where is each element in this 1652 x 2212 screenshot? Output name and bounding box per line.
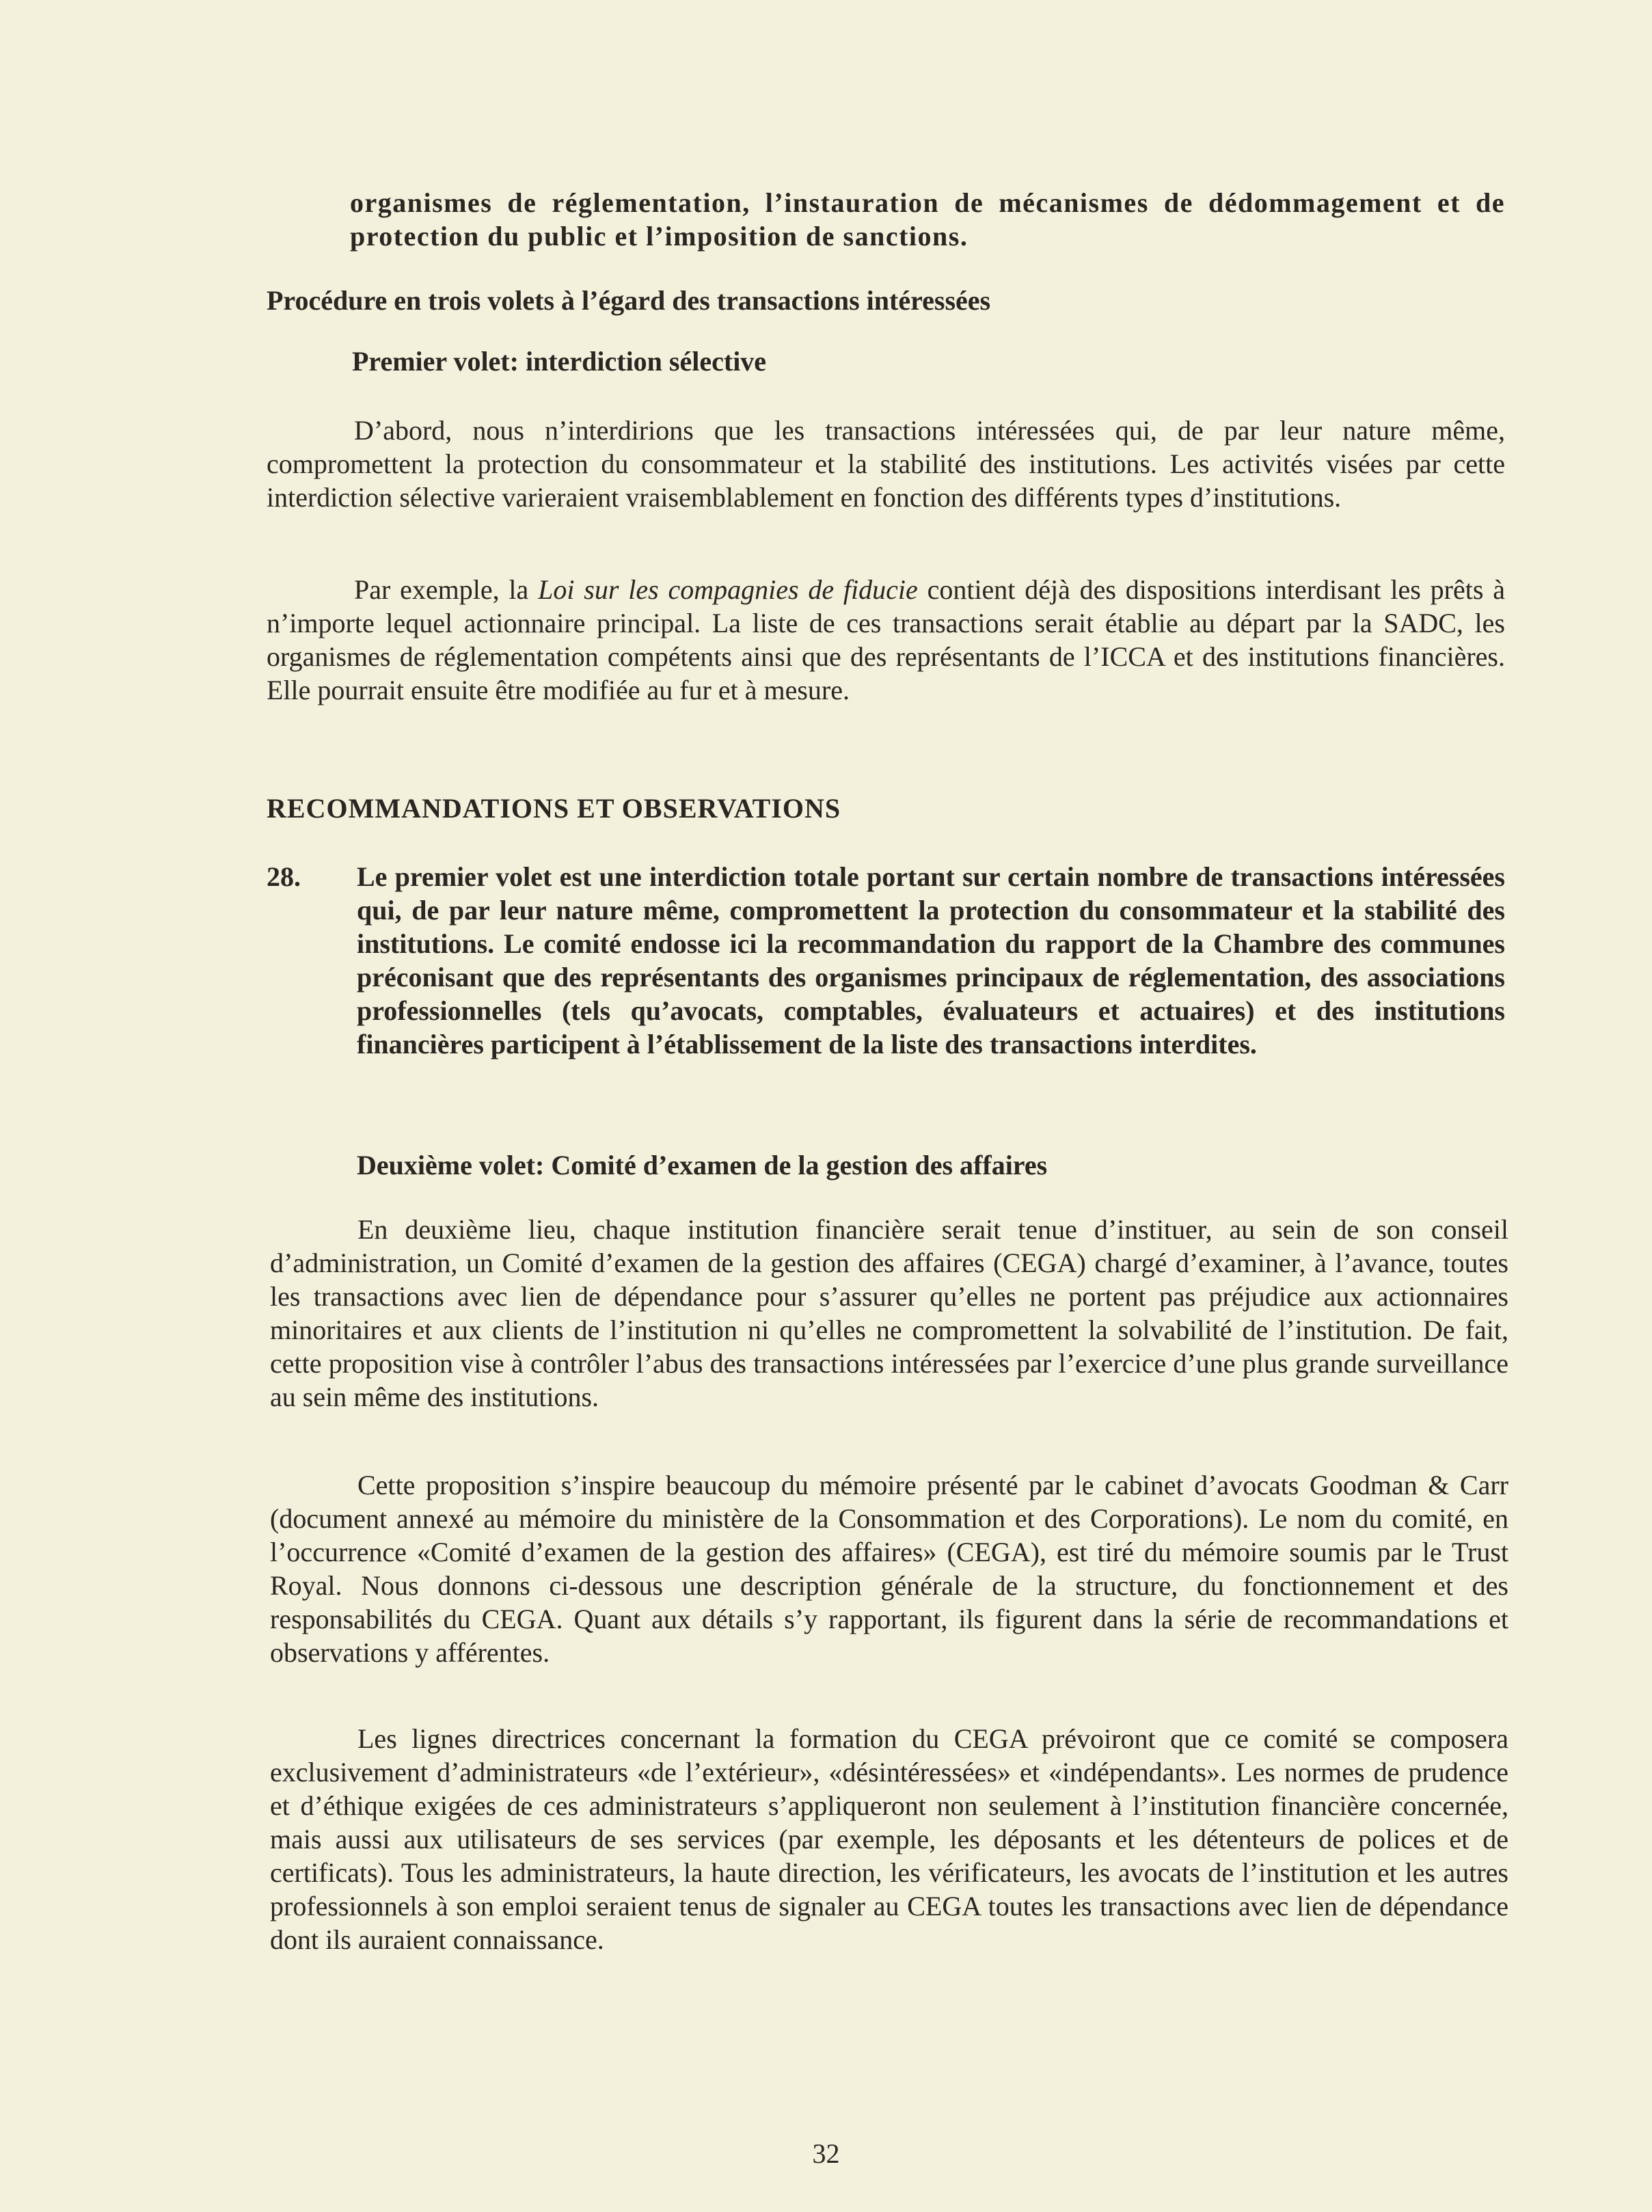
recommendations-heading: RECOMMANDATIONS ET OBSERVATIONS: [267, 793, 841, 824]
paragraph-2-text-before: Par exemple, la: [354, 574, 539, 605]
second-part-heading: Deuxième volet: Comité d’examen de la gestion des affaires: [357, 1150, 1048, 1181]
page-number: 32: [812, 2138, 840, 2169]
law-title: Loi sur les compagnies de fiducie: [538, 574, 918, 605]
second-part-paragraph-2: Cette proposition s’inspire beaucoup du mémoire présenté par le cabinet d’avocats Goodman & Carr (document annexé au mémoire du ministère de la Consommation et des Corporations). Le nom du comité, en l’occurrence «Comité d’examen de la gestion des affaires» (CEGA), est tiré du mémoire soumis par le Trust Royal. Nous donnons ci-dessous une description générale de la structure, du fonctionnement et des responsabilités du CEGA. Quant aux détails s’y rapportant, ils figurent dans la série de recommandations et observations y afférentes.: [270, 1470, 1508, 1668]
first-part-heading: Premier volet: interdiction sélective: [352, 346, 767, 377]
first-part-paragraph-1: D’abord, nous n’interdirions que les transactions intéressées qui, de par leur nature même, compromettent la protection du consommateur et la stabilité des institutions. Les activités visées par cette interdiction sélective varieraient vraisemblablement en fonction des différents types d’institutions.: [267, 415, 1505, 513]
recommendation-number: 28.: [267, 861, 301, 892]
paragraph-2-text-after: contient déjà des dispositions interdisant les prêts à n’importe lequel actionnaire principal. La liste de ces transactions serait établie au départ par la SADC, les organismes de réglementation compétents ainsi que des représentants de l’ICCA et des institutions financières. Elle pourrait ensuite être modifiée au fur et à mesure.: [267, 574, 1505, 705]
second-part-paragraph-1: En deuxième lieu, chaque institution financière serait tenue d’instituer, au sein de son conseil d’administration, un Comité d’examen de la gestion des affaires (CEGA) chargé d’examiner, à l’avance, toutes les transactions avec lien de dépendance pour s’assurer qu’elles ne portent pas préjudice aux actionnaires minoritaires et aux clients de l’institution ni qu’elles ne compromettent la solvabilité de l’institution. De fait, cette proposition vise à contrôler l’abus des transactions intéressées par l’exercice d’une plus grande surveillance au sein même des institutions.: [270, 1214, 1508, 1412]
first-part-paragraph-2: [267, 573, 1505, 707]
recommendation-text: Le premier volet est une interdiction totale portant sur certain nombre de transactions intéressées qui, de par leur nature même, compromettent la protection du consommateur et la stabilité des institutions. Le comité endosse ici la recommandation du rapport de la Chambre des communes préconisant que des représentants des organismes principaux de réglementation, des associations professionnelles (tels qu’avocats, comptables, évaluateurs et actuaires) et des institutions financières participent à l’établissement de la liste des transactions interdites.: [357, 861, 1505, 1060]
section-heading: Procédure en trois volets à l’égard des transactions intéressées: [267, 285, 991, 316]
second-part-paragraph-3: Les lignes directrices concernant la formation du CEGA prévoiront que ce comité se composera exclusivement d’administrateurs «de l’extérieur», «désintéressées» et «indépendants». Les normes de prudence et d’éthique exigées de ces administrateurs s’appliqueront non seulement à l’institution financière concernée, mais aussi aux utilisateurs de ses services (par exemple, les déposants et les détenteurs de polices et de certificats). Tous les administrateurs, la haute direction, les vérificateurs, les avocats de l’institution et les autres professionnels à son emploi seraient tenus de signaler au CEGA toutes les transactions avec lien de dépendance dont ils auraient connaissance.: [270, 1723, 1508, 1955]
intro-bold-paragraph: organismes de réglementation, l’instauration de mécanismes de dédommagement et de protection du public et l’imposition de sanctions.: [350, 187, 1505, 252]
